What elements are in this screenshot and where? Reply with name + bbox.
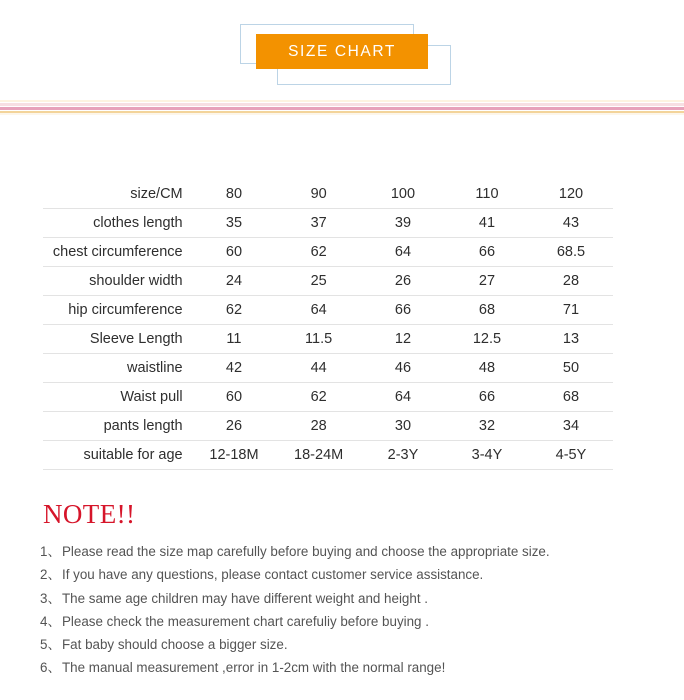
table-cell: 28 xyxy=(310,418,327,434)
note-title: NOTE!! xyxy=(43,499,136,529)
row-label: shoulder width xyxy=(89,273,183,289)
list-item xyxy=(40,633,644,656)
table-cell: 100 xyxy=(390,186,416,202)
table-cell: 64 xyxy=(394,244,412,260)
table-cell: 80 xyxy=(225,186,243,202)
table-row xyxy=(43,296,613,325)
table-cell: 62 xyxy=(310,244,327,260)
list-item xyxy=(40,587,644,610)
note-list xyxy=(40,540,644,680)
table-cell: 68 xyxy=(478,302,496,318)
note-item-text: The same age children may have different weight and height . xyxy=(62,590,428,606)
table-cell: 66 xyxy=(478,389,496,405)
size-chart-banner xyxy=(256,34,428,69)
row-label: Waist pull xyxy=(120,389,183,405)
table-row xyxy=(43,383,613,412)
table-cell: 25 xyxy=(310,273,327,289)
row-label: suitable for age xyxy=(83,447,183,463)
table-cell: 44 xyxy=(310,360,327,376)
table-row xyxy=(43,180,613,209)
table-cell: 68 xyxy=(562,389,580,405)
table-cell: 120 xyxy=(558,186,584,202)
note-item-number: 3、 xyxy=(40,590,61,606)
note-item-text: Please read the size map carefully before buying and choose the appropriate size. xyxy=(62,544,550,559)
table-cell: 68.5 xyxy=(556,244,586,260)
table-cell: 28 xyxy=(562,273,580,289)
table-cell: 2-3Y xyxy=(387,447,419,463)
note-item-text: Fat baby should choose a bigger size. xyxy=(62,637,288,653)
list-item xyxy=(40,540,644,563)
note-section xyxy=(40,498,644,680)
divider-stripe-cream-bottom xyxy=(0,113,684,115)
table-cell: 43 xyxy=(562,215,580,231)
table-cell: 62 xyxy=(310,389,327,405)
table-cell: 66 xyxy=(478,244,496,260)
table-row xyxy=(43,412,613,441)
table-cell: 32 xyxy=(478,418,496,434)
row-label: Sleeve Length xyxy=(89,331,183,347)
note-item-number: 2、 xyxy=(40,567,61,583)
row-label: hip circumference xyxy=(68,302,183,318)
table-cell: 37 xyxy=(310,215,327,231)
table-cell: 24 xyxy=(225,273,243,289)
table-cell: 60 xyxy=(225,244,243,260)
table-cell: 42 xyxy=(225,360,243,376)
note-item-text: Please check the measurement chart carefuliy before buying . xyxy=(62,613,429,629)
table-cell: 50 xyxy=(562,360,580,376)
table-cell: 11.5 xyxy=(305,331,333,347)
table-row xyxy=(43,325,613,354)
table-cell: 39 xyxy=(394,215,412,231)
table-cell: 12.5 xyxy=(472,331,502,347)
table-cell: 11 xyxy=(226,331,242,347)
table-cell: 71 xyxy=(562,302,580,318)
table-cell: 26 xyxy=(394,273,412,289)
table-cell: 30 xyxy=(394,418,412,434)
size-table-container xyxy=(43,180,613,470)
table-cell: 48 xyxy=(478,360,496,376)
row-label: clothes length xyxy=(93,215,183,231)
table-cell: 41 xyxy=(478,215,496,231)
table-row xyxy=(43,441,613,470)
header-area xyxy=(0,0,684,96)
row-label: size/CM xyxy=(130,186,183,202)
table-row xyxy=(43,267,613,296)
note-item-number: 4、 xyxy=(40,613,61,629)
table-cell: 27 xyxy=(478,273,496,289)
table-cell: 64 xyxy=(310,302,327,318)
decorative-divider xyxy=(0,100,684,115)
table-cell: 35 xyxy=(225,215,243,231)
note-item-number: 6、 xyxy=(40,660,61,676)
list-item xyxy=(40,656,644,679)
table-cell: 34 xyxy=(562,418,580,434)
note-item-text: The manual measurement ,error in 1-2cm with the normal range! xyxy=(62,660,446,676)
table-row xyxy=(43,209,613,238)
table-cell: 26 xyxy=(225,418,243,434)
table-cell: 13 xyxy=(562,331,580,347)
list-item xyxy=(40,563,644,586)
table-cell: 4-5Y xyxy=(555,447,587,463)
size-table-body xyxy=(43,180,613,470)
table-cell: 62 xyxy=(225,302,243,318)
table-cell: 60 xyxy=(225,389,243,405)
row-label: waistline xyxy=(127,360,183,376)
table-cell: 12 xyxy=(394,331,412,347)
table-cell: 18-24M xyxy=(294,447,344,463)
row-label: chest circumference xyxy=(52,244,183,260)
size-chart-banner-label: SIZE CHART xyxy=(288,42,396,60)
table-cell: 110 xyxy=(475,186,499,202)
table-row xyxy=(43,354,613,383)
note-item-number: 1、 xyxy=(40,544,61,559)
table-cell: 66 xyxy=(394,302,412,318)
table-cell: 64 xyxy=(394,389,412,405)
table-cell: 46 xyxy=(394,360,412,376)
table-cell: 3-4Y xyxy=(471,447,503,463)
list-item xyxy=(40,610,644,633)
note-item-text: If you have any questions, please contact customer service assistance. xyxy=(62,567,484,583)
table-cell: 12-18M xyxy=(209,447,259,463)
table-cell: 90 xyxy=(310,186,327,202)
row-label: pants length xyxy=(103,418,183,434)
size-table xyxy=(43,180,613,470)
table-row xyxy=(43,238,613,267)
note-item-number: 5、 xyxy=(40,637,61,653)
